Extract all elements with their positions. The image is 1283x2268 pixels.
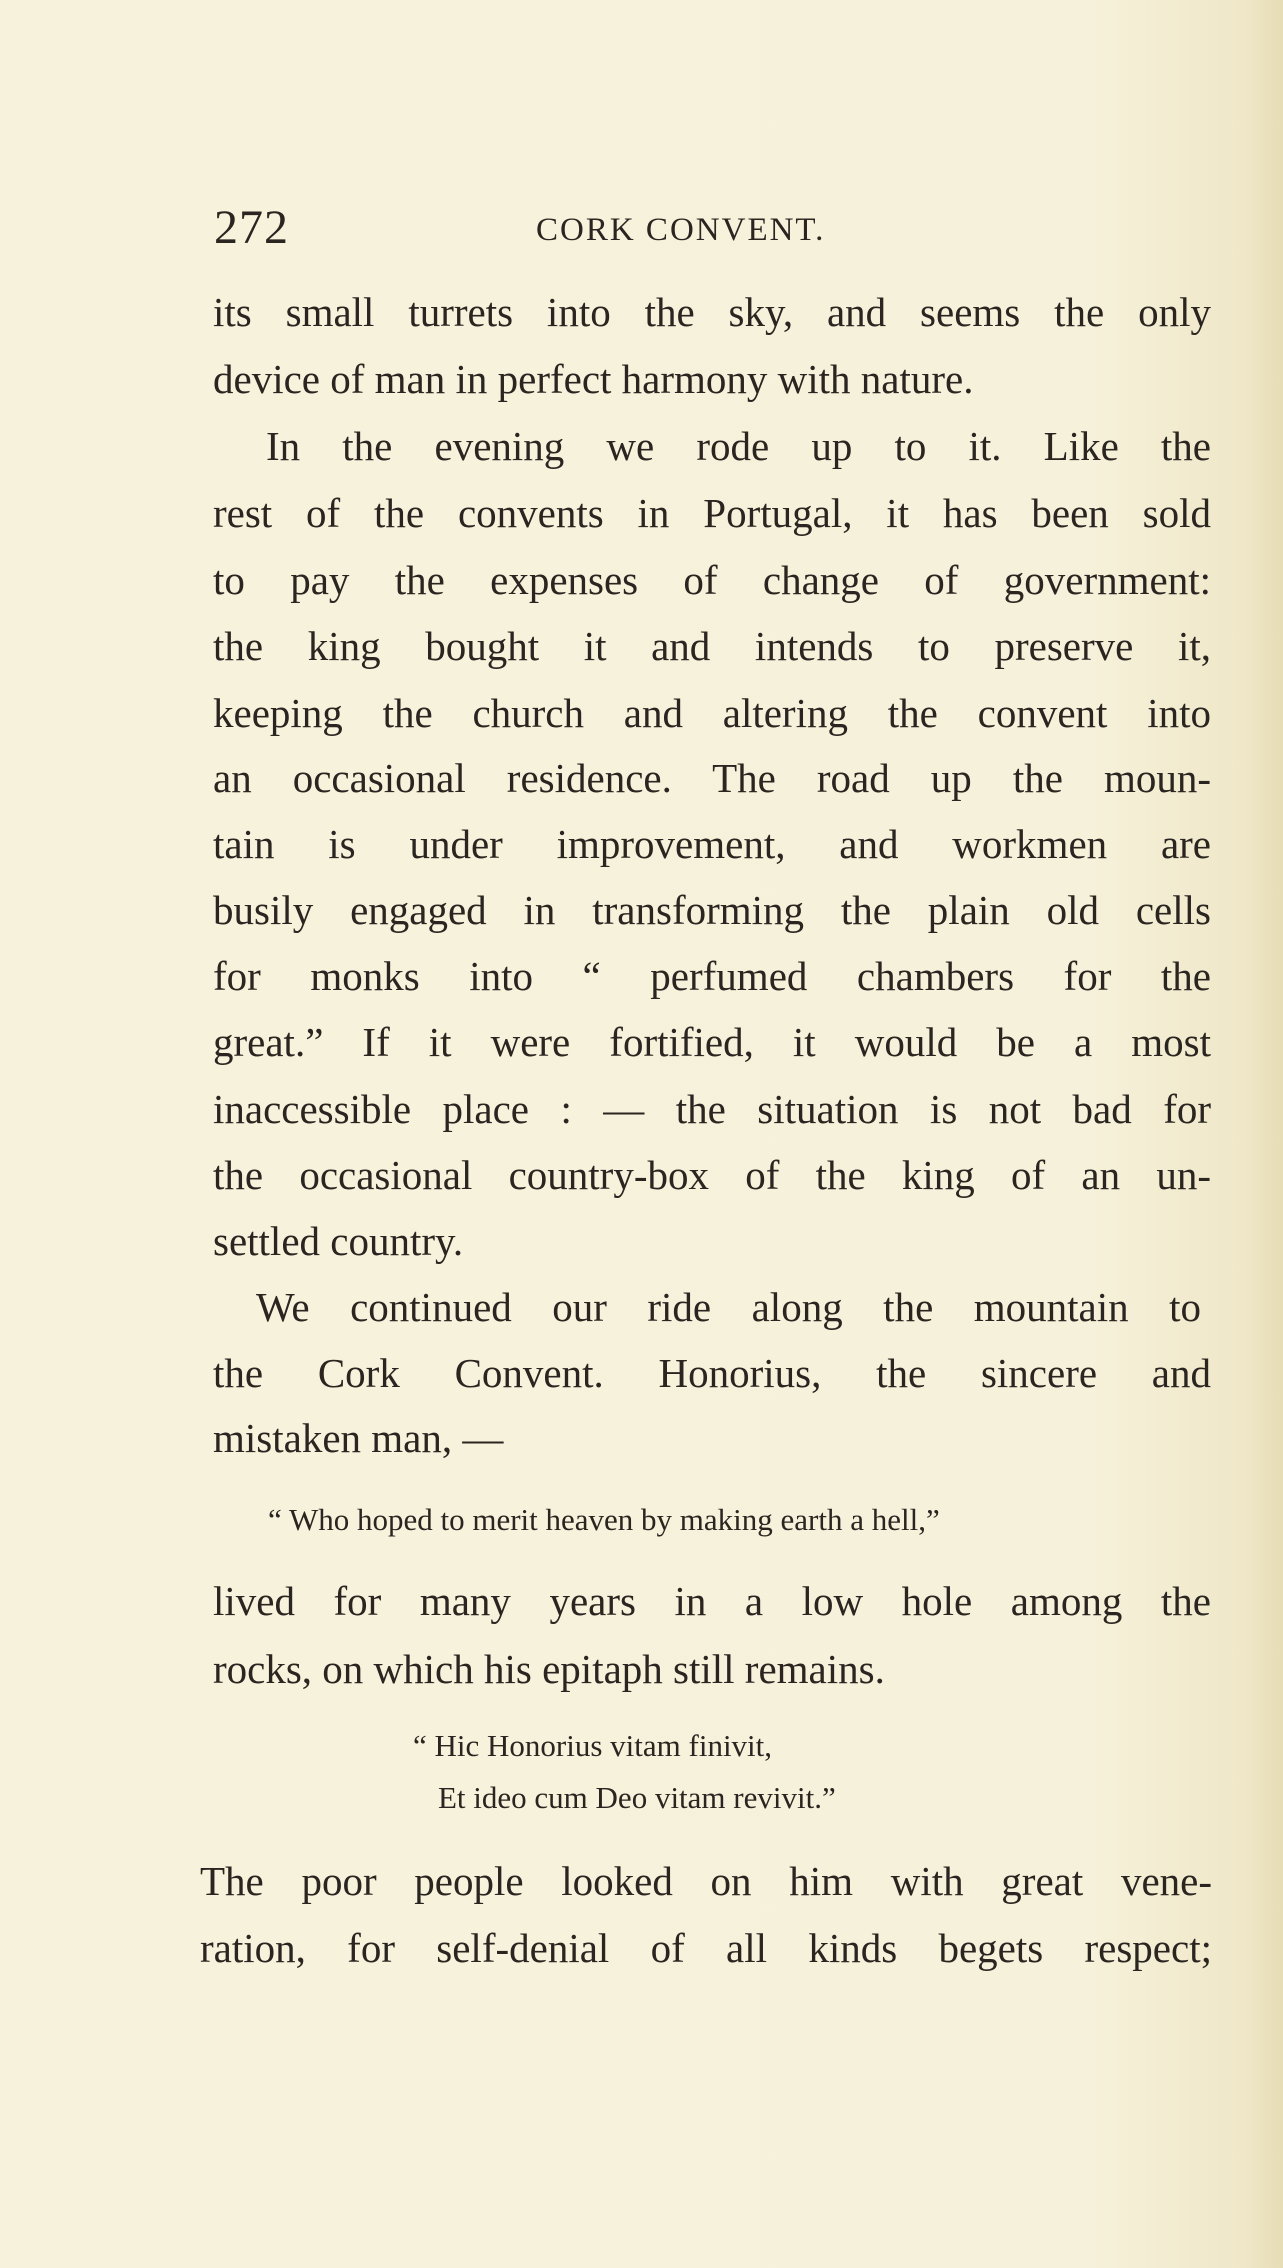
epitaph-line: “ Hic Honorius vitam finivit, (413, 1728, 773, 1763)
text-line: the king bought it and intends to preserve it, (213, 623, 1211, 669)
text-line: inaccessible place : — the situation is not bad for (213, 1086, 1211, 1132)
text-line: device of man in perfect harmony with nature. (213, 356, 974, 402)
text-line: busily engaged in transforming the plain old cells (213, 887, 1211, 933)
text-line: We continued our ride along the mountain to (256, 1284, 1201, 1330)
text-line: the occasional country-box of the king of an un- (213, 1152, 1211, 1198)
epitaph-line: Et ideo cum Deo vitam revivit.” (438, 1780, 836, 1815)
text-line: keeping the church and altering the convent into (213, 690, 1211, 736)
text-line: rocks, on which his epitaph still remains. (213, 1646, 885, 1692)
text-line: great.” If it were fortified, it would be a most (213, 1019, 1211, 1065)
text-line: The poor people looked on him with great vene- (200, 1858, 1212, 1904)
verse-quotation: “ Who hoped to merit heaven by making earth a hell,” (268, 1502, 940, 1537)
page-header (214, 200, 1214, 260)
text-line: an occasional residence. The road up the moun- (213, 755, 1211, 801)
text-line: In the evening we rode up to it. Like the (266, 423, 1211, 469)
text-line: ration, for self-denial of all kinds begets respect; (200, 1925, 1212, 1971)
text-line: mistaken man, — (213, 1415, 504, 1461)
text-line: tain is under improvement, and workmen are (213, 821, 1211, 867)
text-line: for monks into “ perfumed chambers for the (213, 953, 1211, 999)
running-head: CORK CONVENT. (536, 212, 826, 248)
text-line: the Cork Convent. Honorius, the sincere and (213, 1350, 1211, 1396)
text-line: lived for many years in a low hole among the (213, 1578, 1211, 1624)
text-line: its small turrets into the sky, and seems the only (213, 289, 1211, 335)
text-line: settled country. (213, 1218, 464, 1264)
page-number: 272 (214, 201, 289, 254)
text-line: rest of the convents in Portugal, it has been sold (213, 490, 1211, 536)
text-line: to pay the expenses of change of government: (213, 557, 1211, 603)
